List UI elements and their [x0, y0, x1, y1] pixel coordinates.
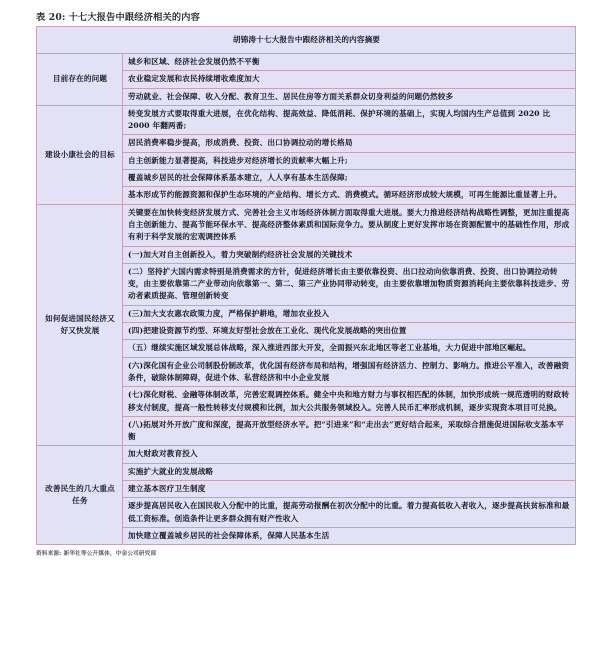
- economy-summary-table: [36, 26, 576, 545]
- section-item: (二）坚持扩大国内需求特别是消费需求的方针，促进经济增长由主要依靠投资、出口拉动向依靠消费、投资、出口协调拉动转变，由主要依靠第二产业带动向依靠第一、第二、第三产业协同带动转变，由主要依靠增加物质资源消耗向主要依靠科技进步、劳动者素质提高、管理创新转变: [123, 263, 576, 305]
- section-item: 居民消费率稳步提高，形成消费、投资、出口协调拉动的增长格局: [123, 135, 576, 152]
- section-label: 如何促进国民经济又好又快发展: [37, 204, 123, 446]
- section-item: 实施扩大就业的发展战略: [123, 463, 576, 480]
- section-item: (三)加大支农惠农政策力度，严格保护耕地，增加农业投入: [123, 305, 576, 322]
- table-caption-number: 表 20:: [36, 12, 66, 23]
- source-note: 资料来源: 新华社等公开媒体，中金公司研究部: [36, 551, 157, 557]
- section-item: 基本形成节约能源资源和保护生态环境的产业结构、增长方式、消费模式。循环经济形成较大规模，可再生能源比重显著上升。: [123, 187, 576, 204]
- section-item: 覆盖城乡居民的社会保障体系基本建立，人人享有基本生活保障;: [123, 170, 576, 187]
- section-label: 目前存在的问题: [37, 54, 123, 106]
- section-item: (七)深化财税、金融等体制改革，完善宏观调控体系。健全中央和地方财力与事权相匹配的体制，加快形成统一规范透明的财政转移支付制度，提高一般性转移支付规模和比例，加大公共服务领域投入。完善人民币汇率形成机制，逐步实现资本项目可兑换。: [123, 387, 576, 417]
- section-item: 加快建立覆盖城乡居民的社会保障体系，保障人民基本生活: [123, 527, 576, 544]
- table-caption: [36, 9, 200, 23]
- table-banner-row: [37, 27, 576, 54]
- table-body: [37, 27, 576, 545]
- table-row: [37, 54, 576, 71]
- table-banner-title: 胡锦涛十七大报告中跟经济相关的内容摘要: [37, 27, 576, 54]
- table-row: [37, 105, 576, 135]
- section-item: 城乡和区域、经济社会发展仍然不平衡: [123, 54, 576, 71]
- section-item: （五）继续实施区域发展总体战略，深入推进西部大开发，全面振兴东北地区等老工业基地，大力促进中部地区崛起。: [123, 340, 576, 357]
- section-item: (一)加大对自主创新投入，着力突破制约经济社会发展的关键技术: [123, 246, 576, 263]
- table-row: [37, 446, 576, 463]
- section-item: 建立基本医疗卫生制度: [123, 481, 576, 498]
- section-item: 自主创新能力显著提高，科技进步对经济增长的贡献率大幅上升;: [123, 152, 576, 169]
- section-item: (四)把建设资源节约型、环境友好型社会放在工业化、现代化发展战略的突出位置: [123, 323, 576, 340]
- table-caption-text: 十七大报告中跟经济相关的内容: [68, 12, 201, 23]
- section-item: 加大财政对教育投入: [123, 446, 576, 463]
- section-item: 关键要在加快转变经济发展方式、完善社会主义市场经济体制方面取得重大进展。要大力推进经济结构战略性调整，更加注重提高自主创新能力、提高节能环保水平、提高经济整体素质和国际竞争力。要从制度上更好发挥市场在资源配置中的基础性作用，形成有利于科学发展的宏观调控体系: [123, 204, 576, 246]
- section-item: 转变发展方式要取得重大进展，在优化结构、提高效益、降低消耗、保护环境的基础上，实现人均国内生产总值到 2020 比 2000 年翻两番;: [123, 105, 576, 135]
- section-label: 建设小康社会的目标: [37, 105, 123, 204]
- section-item: 农业稳定发展和农民持续增收难度加大: [123, 71, 576, 88]
- section-item: (八)拓展对外开放广度和深度，提高开放型经济水平。把“引进来”和“走出去”更好结合起来，采取综合措施促进国际收支基本平衡: [123, 416, 576, 446]
- section-item: 逐步提高居民收入在国民收入分配中的比重，提高劳动报酬在初次分配中的比重。着力提高低收入者收入，逐步提高扶贫标准和最低工资标准。创造条件让更多群众拥有财产性收入: [123, 498, 576, 528]
- table-row: [37, 204, 576, 246]
- section-label: 改善民生的几大重点任务: [37, 446, 123, 545]
- section-item: 劳动就业、社会保障、收入分配、教育卫生、居民住房等方面关系群众切身利益的问题仍然较多: [123, 88, 576, 105]
- section-item: (六)深化国有企业公司制股份制改革，优化国有经济布局和结构，增强国有经济活力、控制力、影响力。推进公平准入，改善融资条件，破除体制障碍，促进个体、私营经济和中小企业发展: [123, 357, 576, 387]
